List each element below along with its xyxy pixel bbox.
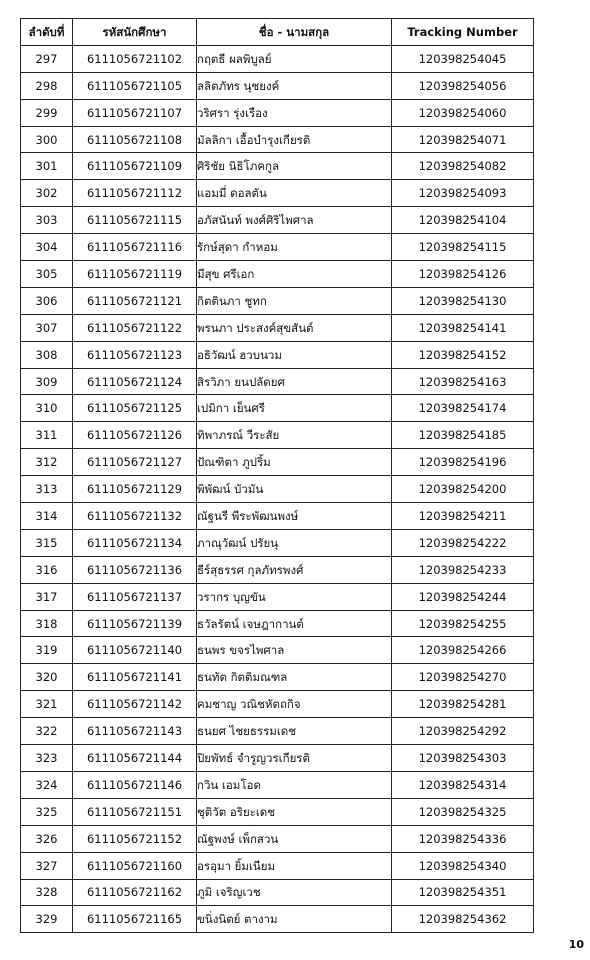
cell-student-name: ธนยศ ไชยธรรมเดช [197, 718, 392, 745]
table-row [21, 906, 534, 933]
cell-student-id: 6111056721124 [73, 368, 197, 395]
table-row [21, 771, 534, 798]
cell-student-name: ภูมิ เจริญเวช [197, 879, 392, 906]
cell-student-name: มีสุข ศรีเอก [197, 261, 392, 288]
cell-sequence: 325 [21, 798, 73, 825]
table-row [21, 395, 534, 422]
cell-sequence: 304 [21, 234, 73, 261]
table-row [21, 503, 534, 530]
cell-student-name: กิตตินภา ชูทก [197, 287, 392, 314]
cell-tracking-number: 120398254340 [392, 852, 534, 879]
cell-tracking-number: 120398254281 [392, 691, 534, 718]
page-number: 10 [568, 938, 584, 951]
cell-student-id: 6111056721115 [73, 207, 197, 234]
cell-student-id: 6111056721160 [73, 852, 197, 879]
table-row [21, 637, 534, 664]
cell-tracking-number: 120398254071 [392, 126, 534, 153]
cell-tracking-number: 120398254185 [392, 422, 534, 449]
cell-tracking-number: 120398254270 [392, 664, 534, 691]
cell-sequence: 322 [21, 718, 73, 745]
table-row [21, 556, 534, 583]
cell-student-name: กฤตธี ผลพิบูลย์ [197, 45, 392, 72]
table-row [21, 879, 534, 906]
cell-student-name: อภัสนันท์ พงศ์ศิริไพศาล [197, 207, 392, 234]
cell-student-name: กวิน เอมโอด [197, 771, 392, 798]
table-row [21, 72, 534, 99]
cell-tracking-number: 120398254200 [392, 476, 534, 503]
cell-sequence: 316 [21, 556, 73, 583]
table-header [21, 19, 534, 46]
cell-student-id: 6111056721102 [73, 45, 197, 72]
cell-tracking-number: 120398254266 [392, 637, 534, 664]
cell-tracking-number: 120398254255 [392, 610, 534, 637]
cell-student-name: มัลลิกา เอื้อบำรุงเกียรติ [197, 126, 392, 153]
column-header-tracking-number: Tracking Number [392, 19, 534, 46]
cell-sequence: 318 [21, 610, 73, 637]
cell-tracking-number: 120398254126 [392, 261, 534, 288]
cell-tracking-number: 120398254351 [392, 879, 534, 906]
header-row [21, 19, 534, 46]
cell-tracking-number: 120398254196 [392, 449, 534, 476]
cell-tracking-number: 120398254362 [392, 906, 534, 933]
cell-sequence: 329 [21, 906, 73, 933]
cell-sequence: 308 [21, 341, 73, 368]
cell-sequence: 307 [21, 314, 73, 341]
cell-student-id: 6111056721140 [73, 637, 197, 664]
cell-tracking-number: 120398254325 [392, 798, 534, 825]
table-row [21, 583, 534, 610]
cell-tracking-number: 120398254152 [392, 341, 534, 368]
cell-sequence: 305 [21, 261, 73, 288]
cell-student-id: 6111056721109 [73, 153, 197, 180]
cell-student-id: 6111056721107 [73, 99, 197, 126]
table-row [21, 691, 534, 718]
cell-student-name: อรอุมา ยิ้มเนียม [197, 852, 392, 879]
table-row [21, 718, 534, 745]
cell-student-id: 6111056721137 [73, 583, 197, 610]
cell-student-name: ธวัลรัตน์ เจษฎากานต์ [197, 610, 392, 637]
cell-student-name: ปิยพัทธ์ จำรูญวรเกียรติ [197, 745, 392, 772]
cell-student-id: 6111056721141 [73, 664, 197, 691]
cell-sequence: 317 [21, 583, 73, 610]
cell-student-name: คมชาญ วณิชหัตถกิจ [197, 691, 392, 718]
cell-student-name: ธีร์สุธรรศ กุลภัทรพงศ์ [197, 556, 392, 583]
cell-student-name: ภาณุวัฒน์ ปรัยนุ [197, 529, 392, 556]
cell-sequence: 314 [21, 503, 73, 530]
cell-student-name: ปัณฑิตา ภูปริ้ม [197, 449, 392, 476]
cell-student-id: 6111056721105 [73, 72, 197, 99]
cell-student-id: 6111056721112 [73, 180, 197, 207]
cell-sequence: 297 [21, 45, 73, 72]
cell-student-id: 6111056721123 [73, 341, 197, 368]
cell-student-id: 6111056721136 [73, 556, 197, 583]
cell-student-name: วรากร บุญขัน [197, 583, 392, 610]
cell-tracking-number: 120398254115 [392, 234, 534, 261]
table-row [21, 126, 534, 153]
cell-student-id: 6111056721134 [73, 529, 197, 556]
table-row [21, 825, 534, 852]
table-body [21, 45, 534, 932]
cell-sequence: 324 [21, 771, 73, 798]
cell-sequence: 306 [21, 287, 73, 314]
cell-student-name: ทิพาภรณ์ วีระสัย [197, 422, 392, 449]
cell-student-name: ชุติวัต อริยะเดช [197, 798, 392, 825]
cell-sequence: 312 [21, 449, 73, 476]
document-page [20, 18, 534, 933]
cell-sequence: 303 [21, 207, 73, 234]
table-row [21, 610, 534, 637]
table-row [21, 180, 534, 207]
cell-student-id: 6111056721143 [73, 718, 197, 745]
table-row [21, 341, 534, 368]
cell-student-id: 6111056721122 [73, 314, 197, 341]
table-row [21, 45, 534, 72]
cell-tracking-number: 120398254104 [392, 207, 534, 234]
cell-tracking-number: 120398254292 [392, 718, 534, 745]
cell-tracking-number: 120398254082 [392, 153, 534, 180]
cell-tracking-number: 120398254336 [392, 825, 534, 852]
cell-sequence: 323 [21, 745, 73, 772]
cell-sequence: 315 [21, 529, 73, 556]
cell-student-id: 6111056721146 [73, 771, 197, 798]
table-row [21, 449, 534, 476]
column-header-sequence: ลำดับที่ [21, 19, 73, 46]
cell-tracking-number: 120398254060 [392, 99, 534, 126]
cell-student-name: สิรวิภา ยนปลัดยศ [197, 368, 392, 395]
cell-sequence: 311 [21, 422, 73, 449]
column-header-student-id: รหัสนักศึกษา [73, 19, 197, 46]
cell-student-id: 6111056721165 [73, 906, 197, 933]
cell-student-name: พิพัฒน์ บัวมัน [197, 476, 392, 503]
table-row [21, 314, 534, 341]
cell-sequence: 301 [21, 153, 73, 180]
student-tracking-table [20, 18, 534, 933]
cell-student-name: ณัฐนรี พีระพัฒนพงษ์ [197, 503, 392, 530]
cell-student-id: 6111056721108 [73, 126, 197, 153]
cell-student-id: 6111056721119 [73, 261, 197, 288]
cell-sequence: 298 [21, 72, 73, 99]
cell-student-name: วริศรา รุ่งเรือง [197, 99, 392, 126]
cell-tracking-number: 120398254093 [392, 180, 534, 207]
table-row [21, 852, 534, 879]
table-row [21, 476, 534, 503]
cell-student-name: รักษ์สุดา กำหอม [197, 234, 392, 261]
cell-sequence: 300 [21, 126, 73, 153]
table-row [21, 287, 534, 314]
cell-student-name: ธนพร ขจรไพศาล [197, 637, 392, 664]
cell-student-id: 6111056721152 [73, 825, 197, 852]
cell-student-name: ศิริชัย นิธิโภคกูล [197, 153, 392, 180]
cell-student-name: พรนภา ประสงค์สุขสันต์ [197, 314, 392, 341]
table-row [21, 153, 534, 180]
table-row [21, 422, 534, 449]
cell-student-id: 6111056721132 [73, 503, 197, 530]
cell-student-id: 6111056721116 [73, 234, 197, 261]
cell-sequence: 319 [21, 637, 73, 664]
cell-sequence: 327 [21, 852, 73, 879]
column-header-name: ชื่อ - นามสกุล [197, 19, 392, 46]
cell-tracking-number: 120398254244 [392, 583, 534, 610]
cell-student-id: 6111056721162 [73, 879, 197, 906]
cell-sequence: 328 [21, 879, 73, 906]
cell-sequence: 299 [21, 99, 73, 126]
cell-student-id: 6111056721144 [73, 745, 197, 772]
cell-student-id: 6111056721151 [73, 798, 197, 825]
cell-student-id: 6111056721127 [73, 449, 197, 476]
table-row [21, 798, 534, 825]
cell-tracking-number: 120398254303 [392, 745, 534, 772]
cell-sequence: 309 [21, 368, 73, 395]
cell-student-name: ธนทัต กิตติมณฑล [197, 664, 392, 691]
cell-student-name: แอมมี่ ดอลตัน [197, 180, 392, 207]
table-row [21, 99, 534, 126]
cell-tracking-number: 120398254056 [392, 72, 534, 99]
table-row [21, 234, 534, 261]
cell-student-name: ขนิ่งนิตย์ ตางาม [197, 906, 392, 933]
cell-sequence: 326 [21, 825, 73, 852]
cell-tracking-number: 120398254163 [392, 368, 534, 395]
table-row [21, 664, 534, 691]
table-row [21, 745, 534, 772]
cell-student-name: อธิวัฒน์ ฮวบนวม [197, 341, 392, 368]
table-row [21, 261, 534, 288]
cell-student-id: 6111056721125 [73, 395, 197, 422]
cell-student-id: 6111056721121 [73, 287, 197, 314]
cell-tracking-number: 120398254314 [392, 771, 534, 798]
cell-student-name: ลลิตภัทร นุชยงค์ [197, 72, 392, 99]
cell-student-id: 6111056721129 [73, 476, 197, 503]
cell-tracking-number: 120398254045 [392, 45, 534, 72]
cell-student-name: เปมิกา เย็นศรี [197, 395, 392, 422]
cell-student-id: 6111056721126 [73, 422, 197, 449]
cell-tracking-number: 120398254211 [392, 503, 534, 530]
cell-tracking-number: 120398254130 [392, 287, 534, 314]
table-row [21, 529, 534, 556]
cell-sequence: 302 [21, 180, 73, 207]
cell-tracking-number: 120398254141 [392, 314, 534, 341]
cell-tracking-number: 120398254174 [392, 395, 534, 422]
cell-sequence: 321 [21, 691, 73, 718]
table-row [21, 368, 534, 395]
cell-student-id: 6111056721142 [73, 691, 197, 718]
cell-student-id: 6111056721139 [73, 610, 197, 637]
table-row [21, 207, 534, 234]
cell-tracking-number: 120398254233 [392, 556, 534, 583]
cell-sequence: 313 [21, 476, 73, 503]
cell-sequence: 310 [21, 395, 73, 422]
cell-tracking-number: 120398254222 [392, 529, 534, 556]
cell-sequence: 320 [21, 664, 73, 691]
cell-student-name: ณัฐพงษ์ เพ็กสวน [197, 825, 392, 852]
